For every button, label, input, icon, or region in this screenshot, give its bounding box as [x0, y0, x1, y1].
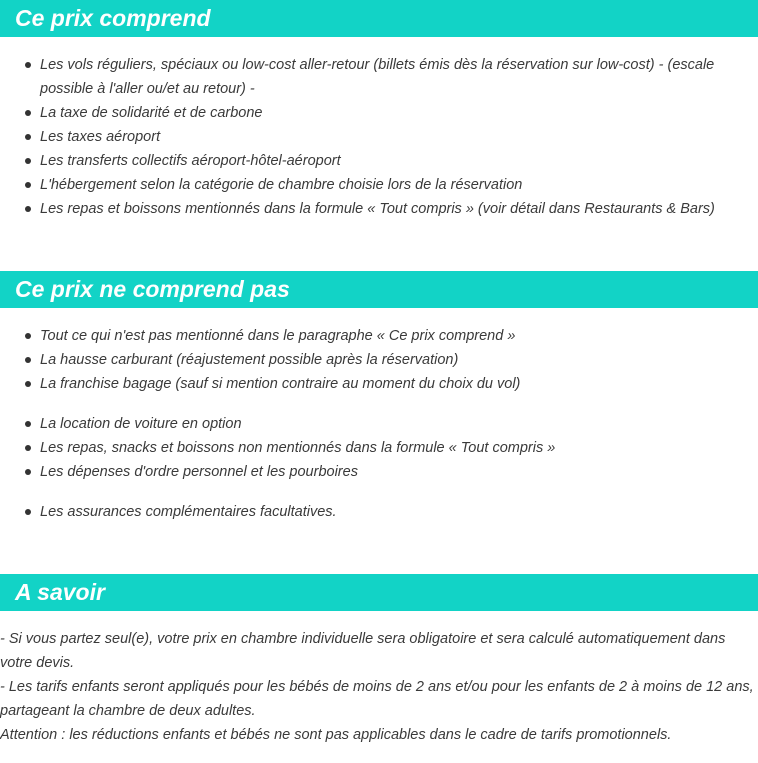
- list-item: [0, 324, 758, 348]
- info-paragraph: - Si vous partez seul(e), votre prix en chambre individuelle sera obligatoire et sera calculé automatiquement dans votre devis.: [0, 631, 726, 671]
- list-item: [0, 500, 758, 524]
- list-item: [0, 101, 758, 125]
- info-paragraph: - Les tarifs enfants seront appliqués pour les bébés de moins de 2 ans et/ou pour les enfants de 2 à moins de 12 ans, partageant la chambre de deux adultes.: [0, 679, 754, 719]
- list-item: [0, 53, 758, 101]
- list-item: [0, 412, 758, 436]
- list-item-text: L'hébergement selon la catégorie de chambre choisie lors de la réservation: [40, 177, 523, 193]
- list-item-text: Les transferts collectifs aéroport-hôtel-aéroport: [40, 153, 341, 169]
- list-item-text: Les taxes aéroport: [40, 129, 161, 145]
- list-item: [0, 372, 758, 396]
- not-included-list: [0, 324, 758, 524]
- bullet-icon: [25, 134, 31, 140]
- included-list: [0, 53, 758, 221]
- list-item-text: Les vols réguliers, spéciaux ou low-cost aller-retour (billets émis dès la réservation sur low-cost) - (escale possible à l'aller ou/et au retour) -: [40, 57, 715, 97]
- list-item-text: Les repas, snacks et boissons non mentionnés dans la formule « Tout compris »: [40, 440, 556, 456]
- bullet-icon: [25, 381, 31, 387]
- bullet-icon: [25, 469, 31, 475]
- list-item: [0, 173, 758, 197]
- bullet-icon: [25, 182, 31, 188]
- bullet-icon: [25, 110, 31, 116]
- list-item-text: La franchise bagage (sauf si mention contraire au moment du choix du vol): [40, 376, 521, 392]
- section-header-not-included: [0, 271, 758, 308]
- bullet-icon: [25, 158, 31, 164]
- section-title: Ce prix ne comprend pas: [15, 276, 290, 302]
- list-item: [0, 197, 758, 221]
- list-item: [0, 348, 758, 372]
- list-item-text: Tout ce qui n'est pas mentionné dans le paragraphe « Ce prix comprend »: [40, 328, 516, 344]
- bullet-icon: [25, 509, 31, 515]
- section-title: A savoir: [15, 579, 105, 605]
- section-header-included: [0, 0, 758, 37]
- list-item-text: Les assurances complémentaires facultatives.: [40, 504, 337, 520]
- bullet-icon: [25, 445, 31, 451]
- bullet-icon: [25, 357, 31, 363]
- section-title: Ce prix comprend: [15, 5, 211, 31]
- bullet-icon: [25, 206, 31, 212]
- list-item: [0, 436, 758, 460]
- bullet-icon: [25, 62, 31, 68]
- list-item-text: La location de voiture en option: [40, 416, 242, 432]
- list-item-text: Les dépenses d'ordre personnel et les pourboires: [40, 464, 358, 480]
- list-item: [0, 125, 758, 149]
- list-item-text: Les repas et boissons mentionnés dans la formule « Tout compris » (voir détail dans Restaurants & Bars): [40, 201, 715, 217]
- bullet-icon: [25, 333, 31, 339]
- list-item: [0, 149, 758, 173]
- bullet-icon: [25, 421, 31, 427]
- section-header-good-to-know: [0, 574, 758, 611]
- list-item-text: La hausse carburant (réajustement possible après la réservation): [40, 352, 459, 368]
- info-paragraph: Attention : les réductions enfants et bébés ne sont pas applicables dans le cadre de tarifs promotionnels.: [0, 727, 672, 743]
- list-item-text: La taxe de solidarité et de carbone: [40, 105, 263, 121]
- list-item: [0, 460, 758, 484]
